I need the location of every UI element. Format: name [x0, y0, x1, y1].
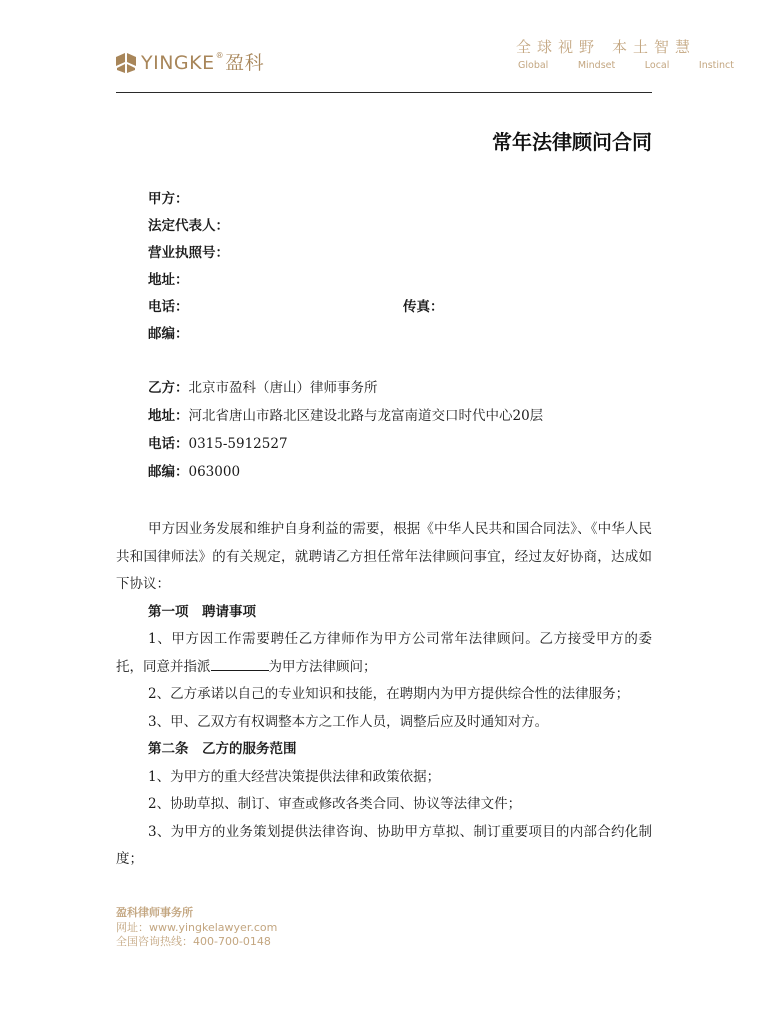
section-2-item-2: 2、协助草拟、制订、审查或修改各类合同、协议等法律文件；: [148, 796, 522, 812]
section-1-item-3: 3、甲、乙双方有权调整本方之工作人员，调整后应及时通知对方。: [148, 713, 549, 730]
section-2-item-3: 3、为甲方的业务策划提供法律咨询、协助甲方草拟、制订重要项目的内部合约化制度；: [116, 823, 652, 867]
party-b-postcode: 邮编：063000: [148, 464, 241, 480]
slogan-en-local: Local: [644, 60, 670, 71]
contract-body: [116, 516, 652, 874]
footer-hotline: 全国咨询热线：400-700-0148: [116, 935, 271, 948]
slogan-cn-2: 本土智慧: [612, 38, 697, 56]
section-2-item-1: 1、为甲方的重大经营决策提供法律和政策依据；: [148, 768, 441, 785]
party-a-license-no: 营业执照号：: [148, 245, 229, 261]
party-a-address: 地址：: [148, 272, 189, 288]
party-a-name: 甲方：: [148, 191, 189, 207]
footer-firm-name: 盈科律师事务所: [116, 906, 193, 919]
page-footer: [116, 906, 277, 950]
party-b-name: 乙方：北京市盈科（唐山）律师事务所: [148, 380, 378, 396]
slogan-cn-1: 全球视野: [516, 38, 601, 56]
document-title: 常年法律顾问合同: [492, 130, 652, 154]
header-slogan: [516, 36, 734, 71]
logo-wordmark: YINGKE®盈科: [141, 50, 265, 74]
section-1-item-2: 2、乙方承诺以自己的专业知识和技能，在聘期内为甲方提供综合性的法律服务；: [148, 686, 630, 702]
party-a-fax: 传真：: [403, 299, 444, 315]
party-a-postcode: 邮编：: [148, 326, 189, 342]
company-logo: [116, 50, 265, 74]
slogan-en-global: Global: [518, 60, 549, 71]
party-b-address: 地址：河北省唐山市路北区建设北路与龙富南道交口时代中心20层: [148, 408, 544, 424]
yingke-logo-icon: [116, 53, 136, 73]
intro-paragraph: 甲方因业务发展和维护自身利益的需要，根据《中华人民共和国合同法》、《中华人民共和国律师法》的有关规定，就聘请乙方担任常年法律顾问事宜，经过友好协商，达成如下协议：: [116, 521, 652, 592]
section-2-heading: 第二条 乙方的服务范围: [148, 741, 297, 757]
lawyer-name-blank: [211, 657, 269, 671]
party-a-phone: 电话：: [148, 299, 189, 315]
footer-website: 网址：www.yingkelawyer.com: [116, 920, 278, 934]
slogan-en-mindset: Mindset: [577, 60, 616, 71]
header-divider: [116, 92, 652, 93]
section-1-heading: 第一项 聘请事项: [148, 603, 256, 620]
section-1-item-1: 1、甲方因工作需要聘任乙方律师作为甲方公司常年法律顾问。乙方接受甲方的委托，同意并指派 为甲方法律顾问；: [116, 631, 652, 675]
party-b-phone: 电话：0315-5912527: [148, 436, 288, 452]
party-a-legal-rep: 法定代表人：: [148, 218, 229, 234]
slogan-en-instinct: Instinct: [698, 60, 734, 71]
